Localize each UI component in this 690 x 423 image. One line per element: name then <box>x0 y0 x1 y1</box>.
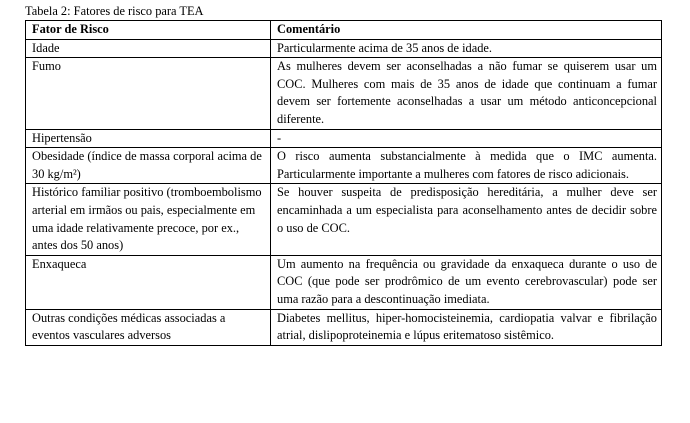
row-comment-hypertension: - <box>271 129 662 148</box>
row-factor-smoking: Fumo <box>26 58 271 129</box>
row-comment-migraine: Um aumento na frequência ou gravidade da enxaqueca durante o uso de COC (que pode ser prodrômico de um evento cerebrovascular) pode ser uma razão para a descontinuação imediata. <box>271 255 662 309</box>
table-row <box>26 58 662 129</box>
row-factor-hypertension: Hipertensão <box>26 129 271 148</box>
row-comment-smoking: As mulheres devem ser aconselhadas a não fumar se quiserem usar um COC. Mulheres com mais de 35 anos de idade que continuam a fumar devem ser fortemente aconselhadas a usar um método anticoncepcional diferente. <box>271 58 662 129</box>
table-row <box>26 184 662 255</box>
row-comment-family-history: Se houver suspeita de predisposição hereditária, a mulher deve ser encaminhada a um especialista para aconselhamento antes de decidir sobre o uso de COC. <box>271 184 662 255</box>
table-row <box>26 309 662 345</box>
row-factor-obesity: Obesidade (índice de massa corporal acima de 30 kg/m²) <box>26 148 271 184</box>
row-factor-age: Idade <box>26 39 271 58</box>
header-comment: Comentário <box>271 21 662 40</box>
table-row <box>26 255 662 309</box>
table-header-row <box>26 21 662 40</box>
row-comment-other-conditions: Diabetes mellitus, hiper-homocisteinemia, cardiopatia valvar e fibrilação atrial, dislipoproteinemia e lúpus eritematoso sistêmico. <box>271 309 662 345</box>
table-caption: Tabela 2: Fatores de risco para TEA <box>25 4 204 18</box>
table-row <box>26 129 662 148</box>
risk-factors-table <box>25 20 662 346</box>
row-factor-other-conditions: Outras condições médicas associadas a eventos vasculares adversos <box>26 309 271 345</box>
row-comment-age: Particularmente acima de 35 anos de idade. <box>271 39 662 58</box>
row-factor-migraine: Enxaqueca <box>26 255 271 309</box>
row-comment-obesity: O risco aumenta substancialmente à medida que o IMC aumenta. Particularmente importante a mulheres com fatores de risco adicionais. <box>271 148 662 184</box>
row-factor-family-history: Histórico familiar positivo (tromboembolismo arterial em irmãos ou pais, especialmente em uma idade relativamente precoce, por ex., antes dos 50 anos) <box>26 184 271 255</box>
table-row <box>26 148 662 184</box>
header-factor: Fator de Risco <box>26 21 271 40</box>
table-row <box>26 39 662 58</box>
